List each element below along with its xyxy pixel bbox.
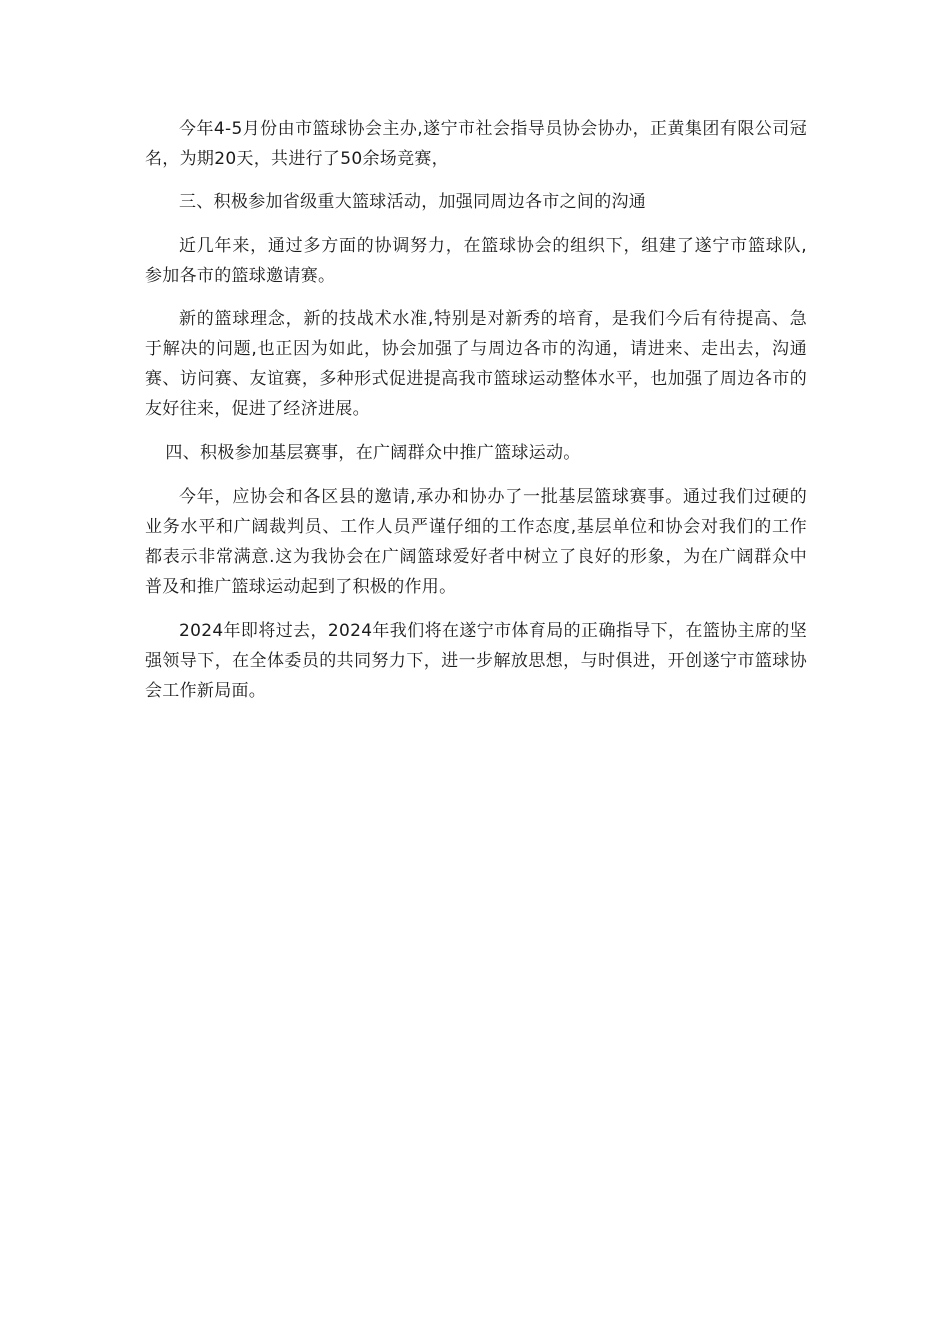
- section-heading-four: 四、积极参加基层赛事，在广阔群众中推广篮球运动。: [165, 443, 581, 463]
- paragraph-basketball-concept: 新的篮球理念，新的技战术水准,特别是对新秀的培育，是我们今后有待提高、急于解决的问题,也正因为如此，协会加强了与周边各市的沟通，请进来、走出去，沟通赛、访问赛、友谊赛，多种形式促进提高我市篮球运动整体水平，也加强了周边各市的友好往来，促进了经济进展。: [145, 309, 807, 419]
- paragraph-grassroots-events: 今年，应协会和各区县的邀请,承办和协办了一批基层篮球赛事。通过我们过硬的业务水平和广阔裁判员、工作人员严谨仔细的工作态度,基层单位和协会对我们的工作都表示非常满意.这为我协会在广阔篮球爱好者中树立了良好的形象，为在广阔群众中普及和推广篮球运动起到了积极的作用。: [145, 487, 807, 597]
- paragraph-outlook: 2024年即将过去，2024年我们将在遂宁市体育局的正确指导下，在篮协主席的坚强领导下，在全体委员的共同努力下，进一步解放思想，与时俱进，开创遂宁市篮球协会工作新局面。: [145, 621, 807, 701]
- paragraph-competition-summary: 今年4-5月份由市篮球协会主办,遂宁市社会指导员协会协办，正黄集团有限公司冠名，为期20天，共进行了50余场竞赛，: [145, 119, 807, 169]
- paragraph-city-team: 近几年来，通过多方面的协调努力，在篮球协会的组织下，组建了遂宁市篮球队,参加各市的篮球邀请赛。: [145, 236, 807, 286]
- section-heading-three: 三、积极参加省级重大篮球活动，加强同周边各市之间的沟通: [179, 192, 647, 212]
- document-page: [145, 114, 807, 706]
